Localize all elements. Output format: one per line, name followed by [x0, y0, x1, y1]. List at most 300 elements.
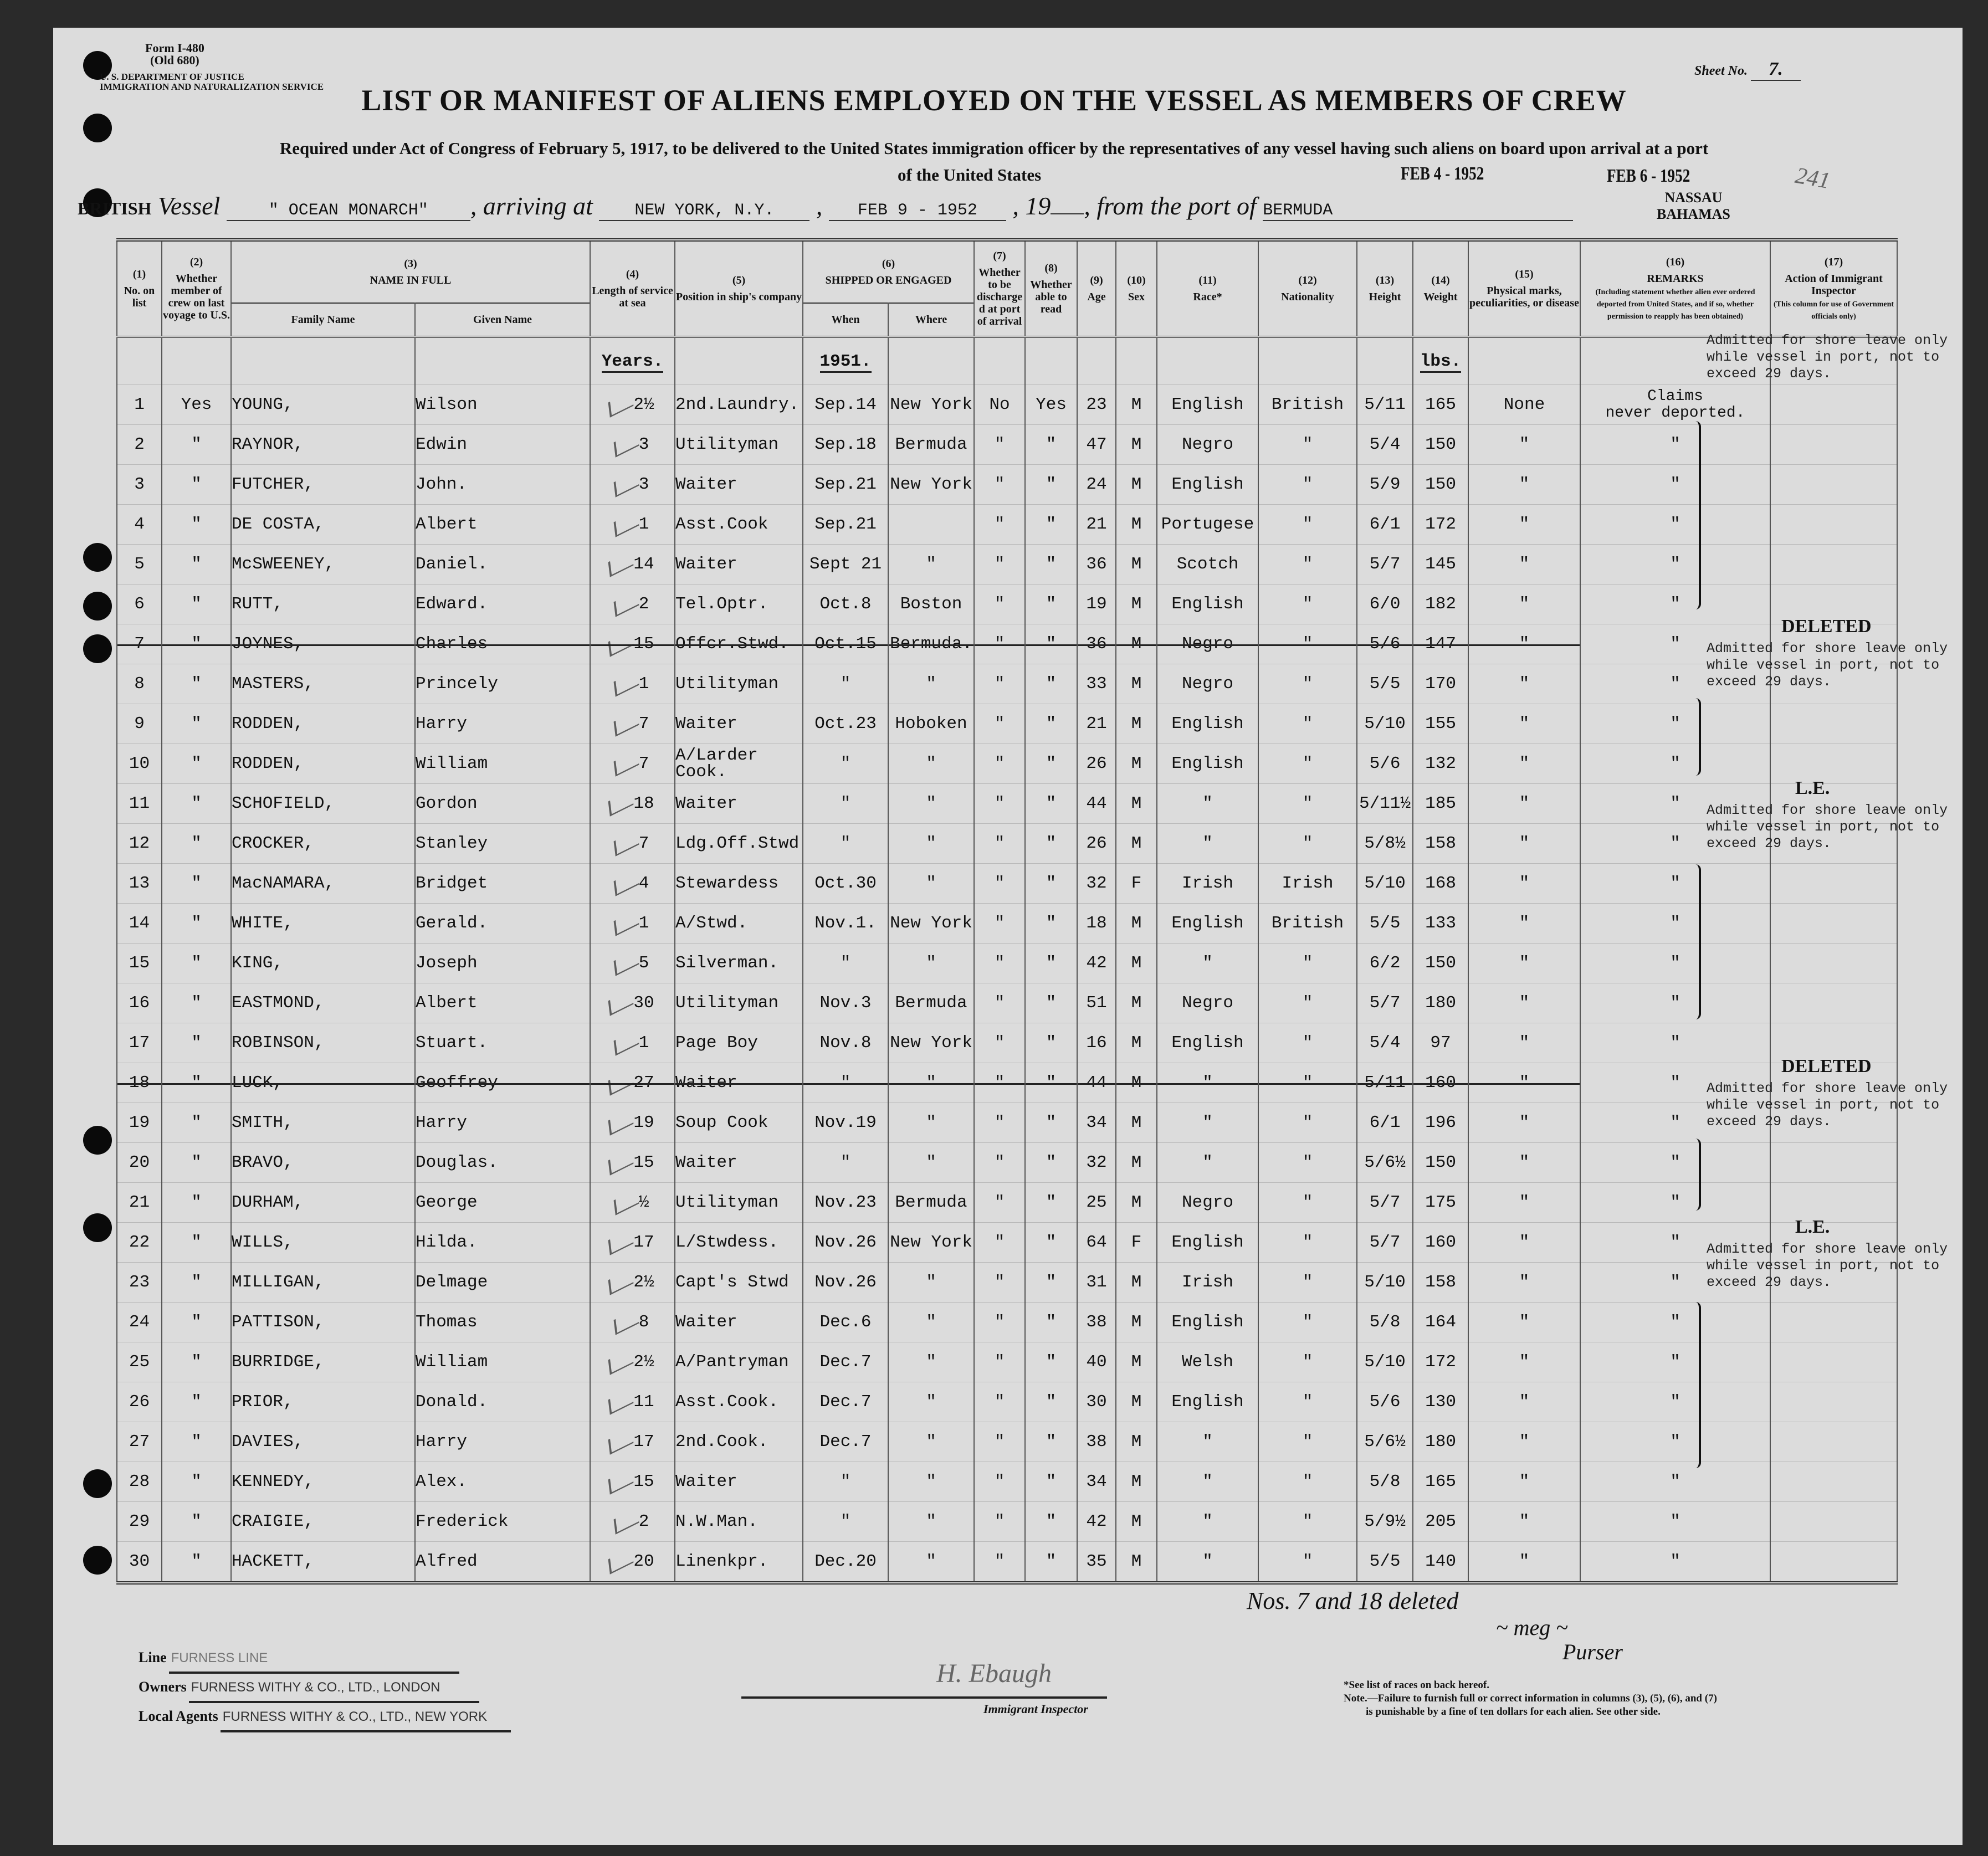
shipped-when: Nov.23 [803, 1183, 888, 1223]
sex: M [1116, 1462, 1157, 1502]
inspector-action [1770, 1542, 1897, 1583]
service-years: 20 [590, 1542, 675, 1583]
race: " [1157, 1103, 1258, 1143]
family-name: PRIOR, [231, 1382, 415, 1422]
remarks: " [1580, 1542, 1770, 1583]
age: 38 [1077, 1422, 1116, 1462]
nationality: " [1258, 1462, 1357, 1502]
crew-manifest-table [116, 238, 1898, 1585]
bracket-mark [1695, 421, 1701, 609]
discharged: " [974, 864, 1025, 904]
inspector-label: Immigrant Inspector [983, 1702, 1088, 1716]
owners-value: FURNESS WITHY & CO., LTD., LONDON [189, 1674, 479, 1703]
crew-row [117, 1063, 1897, 1103]
physical-marks: " [1468, 744, 1580, 784]
service-years: 1 [590, 904, 675, 944]
check-mark-icon [608, 1069, 634, 1096]
last-voyage: " [162, 904, 231, 944]
shipped-when: Oct.23 [803, 704, 888, 744]
able-to-read: " [1025, 824, 1077, 864]
last-voyage: " [162, 824, 231, 864]
weight: 182 [1413, 585, 1468, 624]
nationality: " [1258, 1382, 1357, 1422]
family-name: CROCKER, [231, 824, 415, 864]
remarks: " [1580, 983, 1770, 1023]
crew-row [117, 1223, 1897, 1263]
row-number: 13 [117, 864, 162, 904]
age: 34 [1077, 1103, 1116, 1143]
check-mark-icon [613, 910, 639, 936]
weight: 150 [1413, 944, 1468, 983]
punch-hole [83, 1469, 112, 1498]
crew-row [117, 824, 1897, 864]
position: Linenkpr. [675, 1542, 803, 1583]
race: English [1157, 1023, 1258, 1063]
shipped-when: " [803, 1143, 888, 1183]
position: Utilityman [675, 425, 803, 465]
shipped-where: " [888, 784, 974, 824]
race: " [1157, 1462, 1258, 1502]
punch-hole [83, 543, 112, 572]
last-voyage: " [162, 1263, 231, 1303]
age: 25 [1077, 1183, 1116, 1223]
position: Waiter [675, 545, 803, 585]
position: Waiter [675, 465, 803, 505]
given-name: Harry [415, 704, 590, 744]
shipped-when: " [803, 1462, 888, 1502]
family-name: FUTCHER, [231, 465, 415, 505]
row-number: 3 [117, 465, 162, 505]
position: Silverman. [675, 944, 803, 983]
shore-leave-stamp: Admitted for shore leave only while vessel in port, not to exceed 29 days. [1707, 1241, 1948, 1290]
owners-label: Owners [139, 1679, 187, 1695]
height: 5/4 [1357, 1023, 1413, 1063]
crew-row [117, 505, 1897, 545]
shipped-where: " [888, 864, 974, 904]
discharged: " [974, 425, 1025, 465]
row-number: 5 [117, 545, 162, 585]
physical-marks: None [1468, 385, 1580, 425]
shipped-when: Nov.1. [803, 904, 888, 944]
service-years: 30 [590, 983, 675, 1023]
check-mark-icon [608, 989, 634, 1016]
given-name: Edwin [415, 425, 590, 465]
crew-row [117, 1103, 1897, 1143]
weight: 160 [1413, 1223, 1468, 1263]
shipped-when: Oct.15 [803, 624, 888, 664]
discharged: " [974, 824, 1025, 864]
able-to-read: " [1025, 664, 1077, 704]
inspector-action [1770, 1422, 1897, 1462]
position: Utilityman [675, 1183, 803, 1223]
races-note: *See list of races on back hereof. [1344, 1679, 1489, 1691]
bracket-mark [1695, 864, 1701, 1019]
sex: F [1116, 1223, 1157, 1263]
physical-marks: " [1468, 425, 1580, 465]
punch-hole [83, 592, 112, 621]
sex: M [1116, 1342, 1157, 1382]
departure-port: BERMUDA [1263, 201, 1573, 221]
shipped-when: " [803, 1063, 888, 1103]
row-number: 12 [117, 824, 162, 864]
service-years: 1 [590, 505, 675, 545]
remarks: " [1580, 704, 1770, 744]
row-number: 1 [117, 385, 162, 425]
race: Irish [1157, 1263, 1258, 1303]
able-to-read: " [1025, 1303, 1077, 1342]
shipped-where: " [888, 1382, 974, 1422]
line-value: FURNESS LINE [169, 1645, 459, 1674]
weight: 185 [1413, 784, 1468, 824]
shipped-when: Nov.8 [803, 1023, 888, 1063]
position: Waiter [675, 1303, 803, 1342]
remarks: " [1580, 1143, 1770, 1183]
shipped-when: " [803, 944, 888, 983]
weight: 170 [1413, 664, 1468, 704]
able-to-read: " [1025, 1382, 1077, 1422]
last-voyage: " [162, 664, 231, 704]
nationality: " [1258, 624, 1357, 664]
race: English [1157, 585, 1258, 624]
shipped-where: Bermuda. [888, 624, 974, 664]
shipped-where: " [888, 744, 974, 784]
check-mark-icon [613, 591, 639, 617]
age: 21 [1077, 704, 1116, 744]
last-voyage: " [162, 864, 231, 904]
check-mark-icon [608, 1149, 634, 1176]
row-number: 9 [117, 704, 162, 744]
service-years: 15 [590, 624, 675, 664]
height: 5/4 [1357, 425, 1413, 465]
weight: 147 [1413, 624, 1468, 664]
shipped-where: Boston [888, 585, 974, 624]
age: 24 [1077, 465, 1116, 505]
purser-signature: ~ meg ~ Purser [1496, 1615, 1623, 1664]
family-name: YOUNG, [231, 385, 415, 425]
crew-row [117, 385, 1897, 425]
check-mark-icon [608, 1428, 634, 1455]
agents-value: FURNESS WITHY & CO., LTD., NEW YORK [221, 1704, 511, 1732]
shipped-when: Sep.21 [803, 505, 888, 545]
position: Stewardess [675, 864, 803, 904]
physical-marks: " [1468, 904, 1580, 944]
shipped-where: " [888, 1542, 974, 1583]
discharged: " [974, 1342, 1025, 1382]
age: 35 [1077, 1542, 1116, 1583]
family-name: JOYNES, [231, 624, 415, 664]
inspector-action [1770, 1303, 1897, 1342]
shore-leave-stamp: Admitted for shore leave only while vessel in port, not to exceed 29 days. [1707, 1080, 1948, 1130]
weight: 97 [1413, 1023, 1468, 1063]
age: 19 [1077, 585, 1116, 624]
position: A/Pantryman [675, 1342, 803, 1382]
crew-row [117, 545, 1897, 585]
row-number: 17 [117, 1023, 162, 1063]
race: Irish [1157, 864, 1258, 904]
penalty-note-2: is punishable by a fine of ten dollars for each alien. See other side. [1366, 1706, 1661, 1717]
family-name: DAVIES, [231, 1422, 415, 1462]
shipped-where: " [888, 545, 974, 585]
position: Utilityman [675, 664, 803, 704]
service-years: 2½ [590, 1342, 675, 1382]
shipped-when: Nov.3 [803, 983, 888, 1023]
sex: M [1116, 1382, 1157, 1422]
physical-marks: " [1468, 1023, 1580, 1063]
sex: M [1116, 664, 1157, 704]
check-mark-icon [608, 1109, 634, 1136]
inspector-action [1770, 1462, 1897, 1502]
family-name: MacNAMARA, [231, 864, 415, 904]
shipped-where: Hoboken [888, 704, 974, 744]
discharged: " [974, 545, 1025, 585]
shipped-where: " [888, 1063, 974, 1103]
physical-marks: " [1468, 1542, 1580, 1583]
position: Waiter [675, 784, 803, 824]
family-name: RODDEN, [231, 744, 415, 784]
shipped-where: Bermuda [888, 425, 974, 465]
crew-row [117, 983, 1897, 1023]
given-name: John. [415, 465, 590, 505]
discharged: " [974, 1183, 1025, 1223]
given-name: Gerald. [415, 904, 590, 944]
sex: M [1116, 1303, 1157, 1342]
position: 2nd.Laundry. [675, 385, 803, 425]
service-years: 7 [590, 824, 675, 864]
last-voyage: " [162, 1542, 231, 1583]
height: 5/11 [1357, 1063, 1413, 1103]
physical-marks: " [1468, 1422, 1580, 1462]
remarks: " [1580, 744, 1770, 784]
nationality: " [1258, 1303, 1357, 1342]
col-header-nationality: (12) Nationality [1258, 240, 1357, 337]
crew-row [117, 465, 1897, 505]
discharged: " [974, 1303, 1025, 1342]
sex: M [1116, 904, 1157, 944]
physical-marks: " [1468, 1103, 1580, 1143]
family-name: SCHOFIELD, [231, 784, 415, 824]
agents-label: Local Agents [139, 1708, 218, 1724]
weight-unit: lbs. [1420, 352, 1461, 373]
family-name: BRAVO, [231, 1143, 415, 1183]
able-to-read: " [1025, 505, 1077, 545]
vessel-nationality: BRITISH [78, 198, 152, 218]
nationality: " [1258, 1143, 1357, 1183]
nationality: " [1258, 465, 1357, 505]
check-mark-icon [613, 1309, 639, 1335]
nationality: " [1258, 1502, 1357, 1542]
discharged: " [974, 465, 1025, 505]
nationality: " [1258, 505, 1357, 545]
able-to-read: Yes [1025, 385, 1077, 425]
nationality: " [1258, 1542, 1357, 1583]
family-name: PATTISON, [231, 1303, 415, 1342]
check-mark-icon [608, 1269, 634, 1295]
weight: 196 [1413, 1103, 1468, 1143]
last-voyage: " [162, 585, 231, 624]
position: Asst.Cook. [675, 1382, 803, 1422]
col-header-weight: (14) Weight [1413, 240, 1468, 337]
nationality: " [1258, 585, 1357, 624]
sex: M [1116, 1103, 1157, 1143]
height: 5/5 [1357, 1542, 1413, 1583]
race: " [1157, 944, 1258, 983]
position: Waiter [675, 1063, 803, 1103]
service-years: 2 [590, 1502, 675, 1542]
last-voyage: " [162, 1063, 231, 1103]
received-stamp: FEB 4 - 1952 [1401, 163, 1484, 184]
position: Page Boy [675, 1023, 803, 1063]
inspector-signature: H. Ebaugh [936, 1659, 1052, 1688]
col-header-when: When [803, 303, 888, 337]
discharged: " [974, 1502, 1025, 1542]
race: Negro [1157, 664, 1258, 704]
able-to-read: " [1025, 585, 1077, 624]
col-header-service: (4) Length of service at sea [590, 240, 675, 337]
last-voyage: " [162, 784, 231, 824]
family-name: ROBINSON, [231, 1023, 415, 1063]
last-voyage: " [162, 425, 231, 465]
service-years: 7 [590, 744, 675, 784]
able-to-read: " [1025, 864, 1077, 904]
nationality: " [1258, 545, 1357, 585]
remarks: " [1580, 1223, 1770, 1263]
given-name: Douglas. [415, 1143, 590, 1183]
sex: M [1116, 944, 1157, 983]
inspector-action [1770, 1183, 1897, 1223]
nationality: British [1258, 385, 1357, 425]
sex: M [1116, 425, 1157, 465]
age: 34 [1077, 1462, 1116, 1502]
remarks: " [1580, 1342, 1770, 1382]
height: 5/8 [1357, 1462, 1413, 1502]
crew-row [117, 1542, 1897, 1583]
age: 18 [1077, 904, 1116, 944]
pencil-number: 241 [1793, 162, 1832, 194]
weight: 175 [1413, 1183, 1468, 1223]
remarks: " [1580, 784, 1770, 824]
race: " [1157, 1143, 1258, 1183]
deleted-stamp: DELETED [1781, 1056, 1872, 1076]
weight: 140 [1413, 1542, 1468, 1583]
discharged: No [974, 385, 1025, 425]
physical-marks: " [1468, 1183, 1580, 1223]
row-number: 30 [117, 1542, 162, 1583]
check-mark-icon [608, 1548, 634, 1575]
position: Ldg.Off.Stwd [675, 824, 803, 864]
height: 5/11½ [1357, 784, 1413, 824]
physical-marks: " [1468, 1303, 1580, 1342]
given-name: Charles [415, 624, 590, 664]
crew-row [117, 1303, 1897, 1342]
age: 40 [1077, 1342, 1116, 1382]
shore-leave-stamp: Admitted for shore leave only while vessel in port, not to exceed 29 days. [1707, 802, 1948, 852]
shipped-when: Sep.14 [803, 385, 888, 425]
check-mark-icon [608, 391, 634, 418]
last-voyage: " [162, 1422, 231, 1462]
sex: M [1116, 385, 1157, 425]
last-voyage: " [162, 1223, 231, 1263]
arriving-label: , arriving at [470, 192, 593, 220]
height: 5/10 [1357, 704, 1413, 744]
last-voyage: " [162, 983, 231, 1023]
last-voyage: " [162, 1303, 231, 1342]
age: 16 [1077, 1023, 1116, 1063]
height: 5/6 [1357, 1382, 1413, 1422]
given-name: Joseph [415, 944, 590, 983]
position: Waiter [675, 704, 803, 744]
physical-marks: " [1468, 983, 1580, 1023]
col-header-sex: (10) Sex [1116, 240, 1157, 337]
nationality: " [1258, 824, 1357, 864]
given-name: William [415, 1342, 590, 1382]
given-name: Frederick [415, 1502, 590, 1542]
able-to-read: " [1025, 1342, 1077, 1382]
service-years: 11 [590, 1382, 675, 1422]
sex: M [1116, 1263, 1157, 1303]
purser-title: Purser [1562, 1639, 1623, 1664]
remarks: " [1580, 864, 1770, 904]
shipped-where: New York [888, 1023, 974, 1063]
inspector-action [1770, 1143, 1897, 1183]
sex: M [1116, 545, 1157, 585]
check-mark-icon [608, 1349, 634, 1375]
discharged: " [974, 1063, 1025, 1103]
remarks: " [1580, 465, 1770, 505]
discharged: " [974, 664, 1025, 704]
remarks: " [1580, 1303, 1770, 1342]
discharged: " [974, 624, 1025, 664]
punch-hole [83, 634, 112, 663]
last-voyage: " [162, 944, 231, 983]
height: 5/9½ [1357, 1502, 1413, 1542]
department: U. S. DEPARTMENT OF JUSTICE [100, 71, 244, 82]
weight: 150 [1413, 465, 1468, 505]
discharged: " [974, 1382, 1025, 1422]
sex: M [1116, 585, 1157, 624]
sex: M [1116, 1143, 1157, 1183]
row-number: 18 [117, 1063, 162, 1103]
col-header-position: (5) Position in ship's company [675, 240, 803, 337]
row-number: 26 [117, 1382, 162, 1422]
departure-port-nassau: NASSAU [1664, 189, 1723, 206]
able-to-read: " [1025, 1183, 1077, 1223]
crew-row [117, 624, 1897, 664]
remarks: " [1580, 585, 1770, 624]
able-to-read: " [1025, 983, 1077, 1023]
row-number: 6 [117, 585, 162, 624]
vessel-name: " OCEAN MONARCH" [227, 201, 470, 221]
service-years: 3 [590, 465, 675, 505]
inspector-action [1770, 465, 1897, 505]
service: IMMIGRATION AND NATURALIZATION SERVICE [100, 81, 324, 92]
year-unit: 1951. [820, 352, 872, 373]
shipped-when: Nov.26 [803, 1263, 888, 1303]
discharged: " [974, 505, 1025, 545]
col-header-age: (9) Age [1077, 240, 1116, 337]
discharged: " [974, 1542, 1025, 1583]
remarks: " [1580, 824, 1770, 864]
le-stamp: L.E. [1795, 778, 1830, 798]
crew-row [117, 1382, 1897, 1422]
shipped-when: Oct.30 [803, 864, 888, 904]
penalty-note: Note.—Failure to furnish full or correct information in columns (3), (5), (6), and (7) [1344, 1693, 1717, 1704]
last-voyage: " [162, 545, 231, 585]
given-name: Albert [415, 983, 590, 1023]
arrival-date: FEB 9 - 1952 [829, 201, 1006, 221]
col-header-discharged: (7) Whether to be discharged at port of arrival [974, 240, 1025, 337]
weight: 133 [1413, 904, 1468, 944]
discharged: " [974, 944, 1025, 983]
